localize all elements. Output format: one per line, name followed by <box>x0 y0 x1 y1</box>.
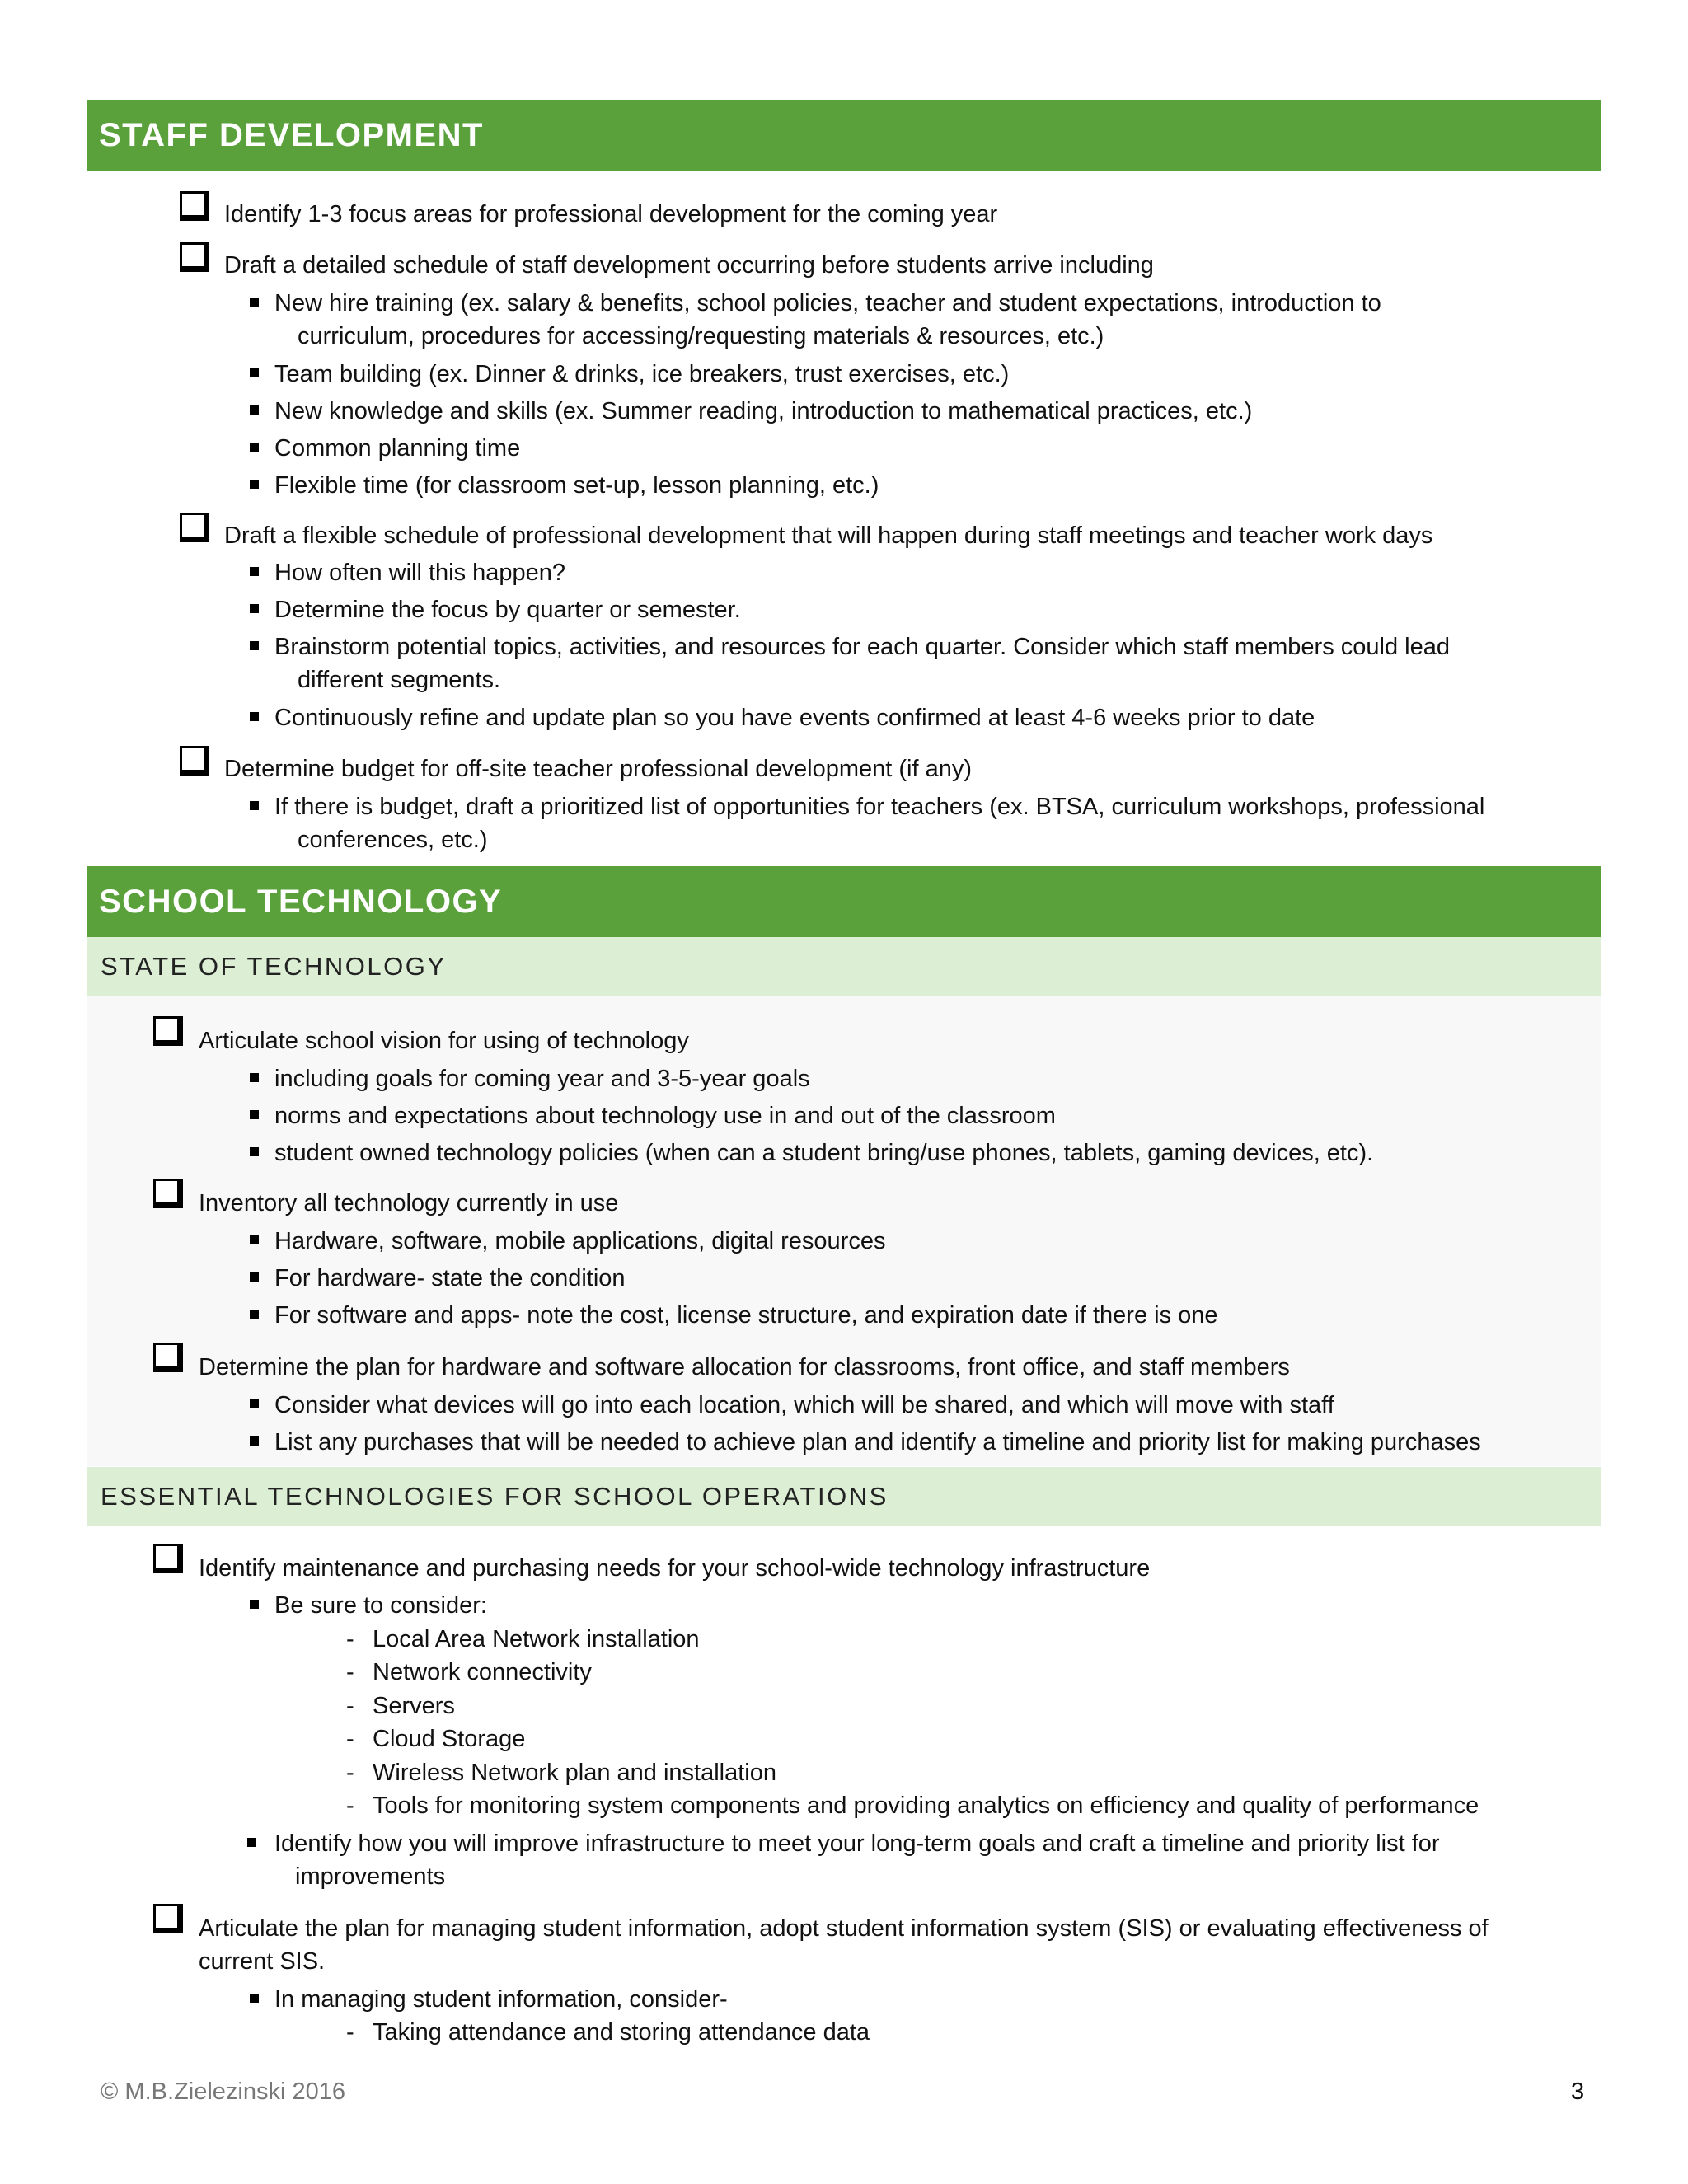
dash-marker: - <box>346 1659 354 1685</box>
bullet-text-continued: conferences, etc.) <box>298 827 488 853</box>
checkbox[interactable] <box>180 191 209 221</box>
bullet-square <box>247 1838 256 1847</box>
bullet-square <box>250 1436 259 1446</box>
checkbox[interactable] <box>180 746 209 776</box>
dash-item: Tools for monitoring system components and providing analytics on efficiency and quality of performance <box>373 1793 1479 1819</box>
bullet-text: Flexible time (for classroom set-up, lesson planning, etc.) <box>274 472 879 499</box>
checkbox[interactable] <box>180 242 209 272</box>
bullet-text-continued: curriculum, procedures for accessing/requesting materials & resources, etc.) <box>298 323 1104 349</box>
bullet-text: If there is budget, draft a prioritized list of opportunities for teachers (ex. BTSA, curriculum workshops, professional <box>274 794 1485 820</box>
bullet-square <box>250 604 259 613</box>
bullet-square <box>250 801 259 810</box>
checklist-item: Determine budget for off-site teacher professional development (if any) <box>224 756 973 782</box>
bullet-square <box>250 1235 259 1244</box>
dash-item: Taking attendance and storing attendance data <box>373 2019 870 2046</box>
bullet-text: Continuously refine and update plan so you have events confirmed at least 4-6 weeks prior to date <box>274 705 1315 731</box>
dash-marker: - <box>346 1693 354 1719</box>
sub-header-state-of-technology: STATE OF TECHNOLOGY <box>87 937 1601 996</box>
dash-item: Local Area Network installation <box>373 1626 700 1652</box>
bullet-square <box>250 405 259 415</box>
bullet-square <box>250 368 259 377</box>
dash-marker: - <box>346 2019 354 2046</box>
bullet-text: Identify how you will improve infrastructure to meet your long-term goals and craft a timeline and priority list for <box>274 1830 1440 1857</box>
bullet-text: New knowledge and skills (ex. Summer reading, introduction to mathematical practices, etc.) <box>274 398 1253 424</box>
dash-item: Servers <box>373 1693 455 1719</box>
dash-item: Network connectivity <box>373 1659 592 1685</box>
bullet-text: Be sure to consider: <box>274 1592 487 1619</box>
dash-marker: - <box>346 1726 354 1752</box>
section-header-school-technology: SCHOOL TECHNOLOGY <box>87 866 1601 937</box>
bullet-text: In managing student information, consider- <box>274 1986 728 2013</box>
dash-marker: - <box>346 1760 354 1786</box>
dash-item: Cloud Storage <box>373 1726 526 1752</box>
dash-item: Wireless Network plan and installation <box>373 1760 776 1786</box>
checklist-item: Determine the plan for hardware and software allocation for classrooms, front office, and staff members <box>199 1354 1290 1380</box>
bullet-square <box>250 1110 259 1119</box>
sub-header-essential-technologies: ESSENTIAL TECHNOLOGIES FOR SCHOOL OPERATIONS <box>87 1467 1601 1526</box>
checklist-item: Identify maintenance and purchasing needs for your school-wide technology infrastructure <box>199 1555 1151 1582</box>
bullet-text: For hardware- state the condition <box>274 1265 626 1291</box>
bullet-square <box>250 712 259 721</box>
bullet-text: New hire training (ex. salary & benefits, school policies, teacher and student expectations, introduction to <box>274 290 1381 316</box>
bullet-square <box>250 480 259 489</box>
checklist-item: Articulate school vision for using of technology <box>199 1028 689 1054</box>
bullet-text: student owned technology policies (when can a student bring/use phones, tablets, gaming devices, etc). <box>274 1140 1374 1166</box>
bullet-text: Determine the focus by quarter or semester. <box>274 597 741 623</box>
checklist-item-continued: current SIS. <box>199 1948 326 1975</box>
page-number: 3 <box>1571 2079 1585 2105</box>
bullet-square <box>250 443 259 452</box>
bullet-text: Brainstorm potential topics, activities, and resources for each quarter. Consider which staff members could lead <box>274 634 1450 660</box>
bullet-text: For software and apps- note the cost, license structure, and expiration date if there is one <box>274 1302 1218 1329</box>
bullet-text: How often will this happen? <box>274 560 566 586</box>
checkbox[interactable] <box>153 1343 183 1372</box>
bullet-text: Hardware, software, mobile applications, digital resources <box>274 1228 886 1254</box>
bullet-text: List any purchases that will be needed to achieve plan and identify a timeline and priority list for making purchases <box>274 1429 1481 1455</box>
checklist-item: Draft a detailed schedule of staff development occurring before students arrive including <box>224 252 1154 279</box>
checkbox[interactable] <box>153 1904 183 1933</box>
section-header-staff-development: STAFF DEVELOPMENT <box>87 100 1601 171</box>
bullet-square <box>250 298 259 307</box>
bullet-square <box>250 641 259 650</box>
bullet-square <box>250 1147 259 1156</box>
bullet-text-continued: improvements <box>295 1863 446 1890</box>
bullet-square <box>250 1399 259 1408</box>
checkbox[interactable] <box>153 1544 183 1573</box>
bullet-square <box>250 1272 259 1282</box>
bullet-text: Consider what devices will go into each location, which will be shared, and which will move with staff <box>274 1392 1334 1418</box>
checklist-item: Articulate the plan for managing student information, adopt student information system (SIS) or evaluating effectiveness of <box>199 1915 1489 1942</box>
bullet-square <box>250 1600 259 1609</box>
checkbox[interactable] <box>153 1179 183 1208</box>
checklist-item: Identify 1-3 focus areas for professional development for the coming year <box>224 201 998 227</box>
bullet-text: norms and expectations about technology use in and out of the classroom <box>274 1103 1056 1129</box>
footer-copyright: © M.B.Zielezinski 2016 <box>101 2079 345 2105</box>
checklist-item: Draft a flexible schedule of professional development that will happen during staff meetings and teacher work days <box>224 523 1433 549</box>
bullet-square <box>250 1994 259 2003</box>
dash-marker: - <box>346 1793 354 1819</box>
dash-marker: - <box>346 1626 354 1652</box>
checkbox[interactable] <box>153 1016 183 1046</box>
bullet-text: including goals for coming year and 3-5-year goals <box>274 1066 810 1092</box>
bullet-square <box>250 1310 259 1319</box>
bullet-square <box>250 567 259 576</box>
checkbox[interactable] <box>180 513 209 542</box>
bullet-square <box>250 1073 259 1082</box>
checklist-item: Inventory all technology currently in use <box>199 1190 619 1216</box>
bullet-text: Common planning time <box>274 435 521 462</box>
bullet-text: Team building (ex. Dinner & drinks, ice breakers, trust exercises, etc.) <box>274 361 1010 387</box>
bullet-text-continued: different segments. <box>298 667 501 693</box>
